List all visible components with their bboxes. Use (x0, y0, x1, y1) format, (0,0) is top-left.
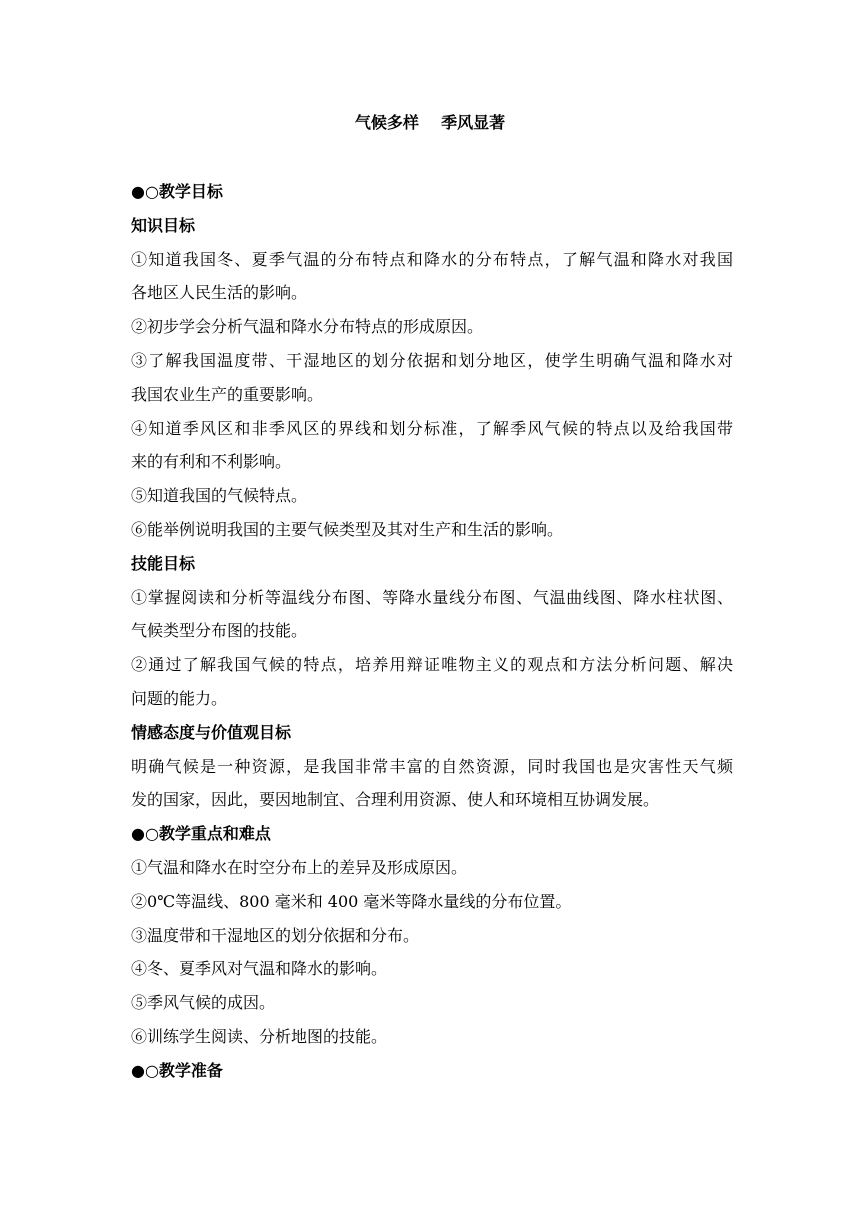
knowledge-goal-5: ⑤知道我国的气候特点。 (131, 486, 308, 506)
knowledge-goal-4-line-1: ④知道季风区和非季风区的界线和划分标准，了解季风气候的特点以及给我国带 (131, 418, 733, 438)
knowledge-goal-6: ⑥能举例说明我国的主要气候类型及其对生产和生活的影响。 (131, 519, 564, 539)
key-point-6: ⑥训练学生阅读、分析地图的技能。 (131, 1026, 388, 1046)
key-point-5: ⑤季风气候的成因。 (131, 993, 276, 1013)
skill-goal-1-line-1: ①掌握阅读和分析等温线分布图、等降水量线分布图、气温曲线图、降水柱状图、 (131, 587, 733, 607)
document-title: 气候多样 季风显著 (354, 113, 506, 132)
key-point-3: ③温度带和干湿地区的划分依据和分布。 (131, 925, 420, 945)
key-point-4: ④冬、夏季风对气温和降水的影响。 (131, 959, 388, 979)
subheading-skills: 技能目标 (131, 553, 196, 573)
skill-goal-2-line-2: 问题的能力。 (131, 688, 228, 708)
emotion-goal-line-1: 明确气候是一种资源，是我国非常丰富的自然资源，同时我国也是灾害性天气频 (131, 756, 733, 776)
subheading-emotion: 情感态度与价值观目标 (131, 722, 292, 742)
knowledge-goal-4-line-2: 来的有利和不利影响。 (131, 452, 292, 472)
knowledge-goal-1-line-2: 各地区人民生活的影响。 (131, 283, 308, 303)
knowledge-goal-1-line-1: ①知道我国冬、夏季气温的分布特点和降水的分布特点，了解气温和降水对我国 (131, 249, 733, 269)
subheading-knowledge: 知识目标 (131, 215, 196, 235)
section-heading-objectives: ●○教学目标 (131, 182, 223, 201)
section-heading-key-points: ●○教学重点和难点 (131, 824, 271, 844)
section-heading-preparation: ●○教学准备 (131, 1060, 223, 1080)
document-body (131, 175, 733, 1088)
knowledge-goal-3-line-2: 我国农业生产的重要影响。 (131, 384, 324, 404)
key-point-1: ①气温和降水在时空分布上的差异及形成原因。 (131, 857, 468, 877)
skill-goal-1-line-2: 气候类型分布图的技能。 (131, 621, 308, 641)
knowledge-goal-3-line-1: ③了解我国温度带、干湿地区的划分依据和划分地区，使学生明确气温和降水对 (131, 350, 733, 370)
knowledge-goal-2: ②初步学会分析气温和降水分布特点的形成原因。 (131, 317, 484, 337)
key-point-2: ②0℃等温线、800 毫米和 400 毫米等降水量线的分布位置。 (131, 891, 572, 911)
emotion-goal-line-2: 发的国家，因此，要因地制宜、合理利用资源、使人和环境相互协调发展。 (131, 790, 660, 810)
skill-goal-2-line-1: ②通过了解我国气候的特点，培养用辩证唯物主义的观点和方法分析问题、解决 (131, 655, 733, 675)
